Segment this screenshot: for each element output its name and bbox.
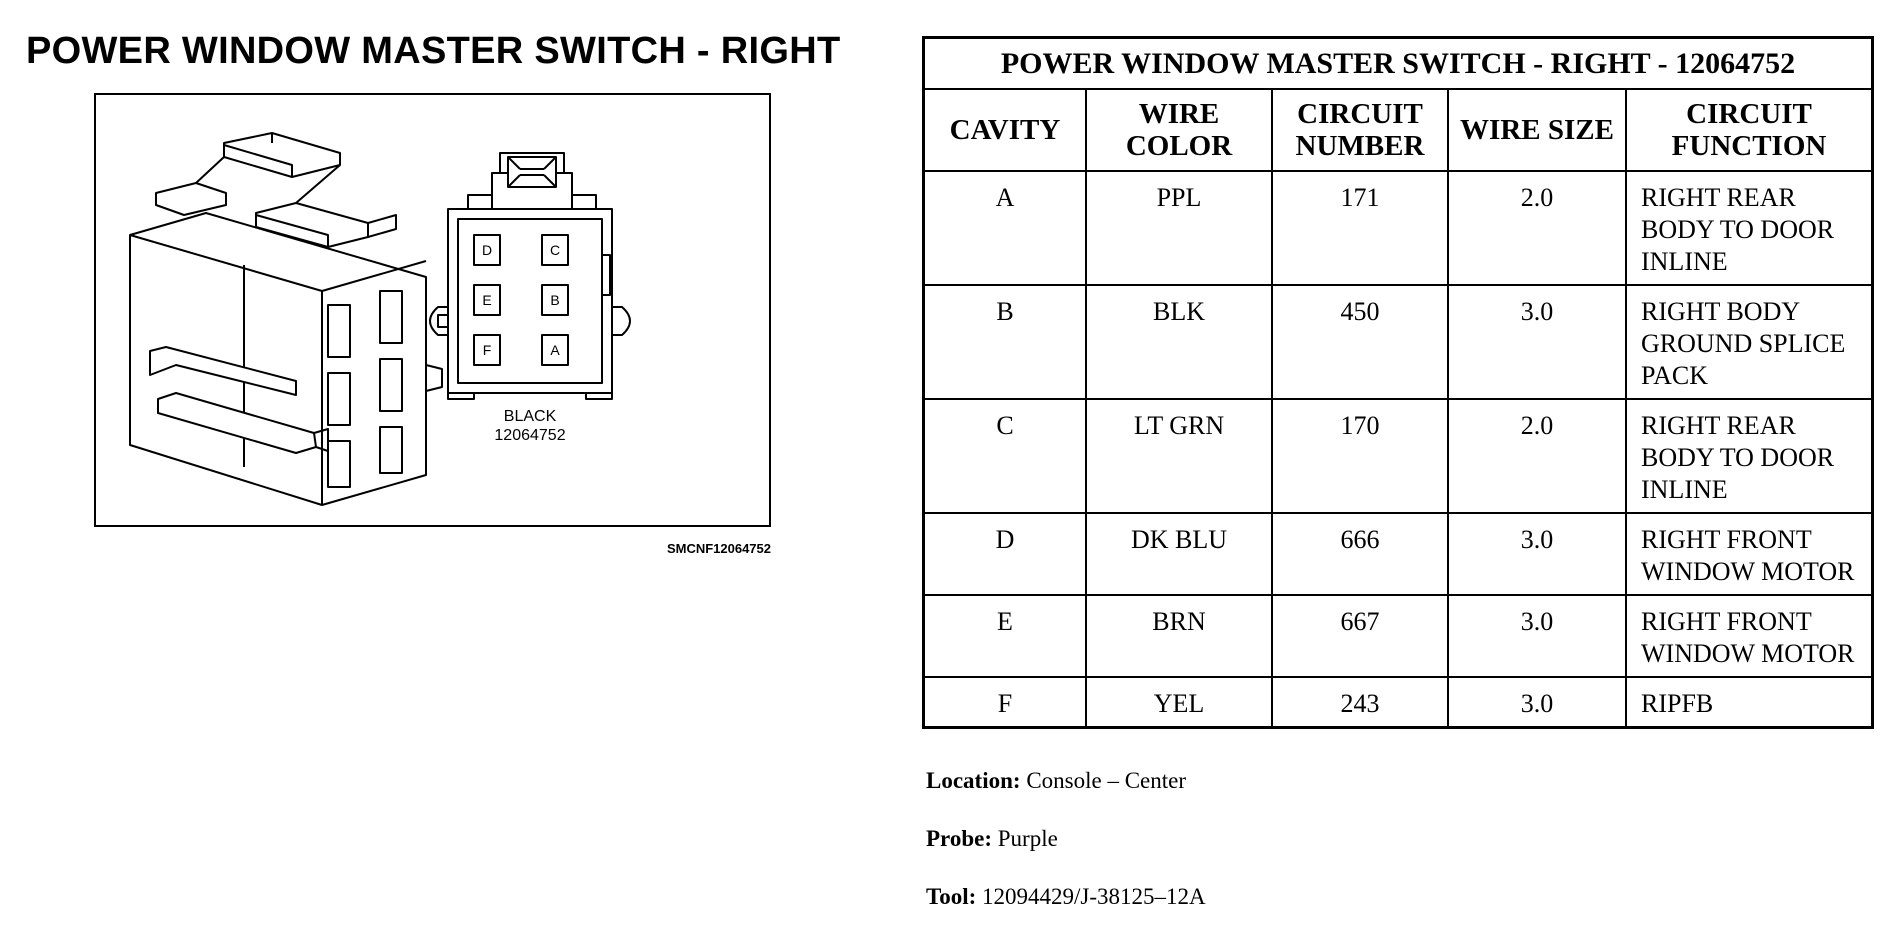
table-row (924, 399, 1873, 513)
circuit-function-cell: RIGHT FRONT WINDOW MOTOR (1626, 595, 1873, 677)
circuit-number-cell: 171 (1272, 171, 1448, 285)
table-row (924, 513, 1873, 595)
circuit-number-cell: 243 (1272, 677, 1448, 728)
probe-label: Probe: (926, 826, 993, 851)
pin-label-e: E (482, 292, 492, 308)
wire-color-cell: LT GRN (1086, 399, 1272, 513)
pin-label-a: A (550, 342, 560, 358)
table-title: POWER WINDOW MASTER SWITCH - RIGHT - 12064752 (924, 38, 1873, 90)
circuit-function-cell: RIGHT FRONT WINDOW MOTOR (1626, 513, 1873, 595)
wire-size-cell: 3.0 (1448, 285, 1626, 399)
col-circuit-number: CIRCUIT NUMBER (1272, 89, 1448, 171)
connector-figure (94, 93, 771, 527)
col-cavity: CAVITY (924, 89, 1087, 171)
table-row (924, 285, 1873, 399)
table-row (924, 171, 1873, 285)
figure-code: SMCNF12064752 (666, 541, 771, 556)
wire-color-cell: PPL (1086, 171, 1272, 285)
cavity-cell: D (924, 513, 1087, 595)
circuit-number-cell: 666 (1272, 513, 1448, 595)
pin-label-d: D (481, 242, 493, 258)
location-value: Console – Center (1026, 768, 1187, 793)
page-title: POWER WINDOW MASTER SWITCH - RIGHT (26, 30, 841, 72)
wire-color-cell: DK BLU (1086, 513, 1272, 595)
circuit-number-cell: 667 (1272, 595, 1448, 677)
wire-color-cell: YEL (1086, 677, 1272, 728)
pin-label-f: F (482, 342, 492, 358)
circuit-number-cell: 450 (1272, 285, 1448, 399)
circuit-function-cell: RIGHT REAR BODY TO DOOR INLINE (1626, 399, 1873, 513)
probe-value: Purple (997, 826, 1058, 851)
pin-label-b: B (550, 292, 560, 308)
connector-illustration (96, 95, 769, 525)
col-wire-size: WIRE SIZE (1448, 89, 1626, 171)
tool-label: Tool: (926, 884, 977, 909)
wire-color-cell: BRN (1086, 595, 1272, 677)
connector-part-number: 12064752 (494, 427, 566, 444)
connector-3d-view (130, 133, 442, 505)
circuit-number-cell: 170 (1272, 399, 1448, 513)
location-label: Location: (926, 768, 1021, 793)
circuit-function-cell: RIGHT BODY GROUND SPLICE PACK (1626, 285, 1873, 399)
wire-size-cell: 3.0 (1448, 595, 1626, 677)
wire-size-cell: 3.0 (1448, 677, 1626, 728)
cavity-cell: B (924, 285, 1087, 399)
location-line (926, 768, 1186, 794)
cavity-cell: C (924, 399, 1087, 513)
cavity-cell: A (924, 171, 1087, 285)
wire-size-cell: 3.0 (1448, 513, 1626, 595)
table-row (924, 595, 1873, 677)
circuit-function-cell: RIGHT REAR BODY TO DOOR INLINE (1626, 171, 1873, 285)
connector-color-label: BLACK (503, 408, 557, 425)
pinout-table (922, 36, 1874, 729)
connector-front-view (430, 153, 630, 399)
table-row (924, 677, 1873, 728)
cavity-cell: F (924, 677, 1087, 728)
wire-size-cell: 2.0 (1448, 399, 1626, 513)
col-wire-color: WIRE COLOR (1086, 89, 1272, 171)
wire-color-cell: BLK (1086, 285, 1272, 399)
probe-line (926, 826, 1058, 852)
col-circuit-function: CIRCUIT FUNCTION (1626, 89, 1873, 171)
tool-line (926, 884, 1206, 910)
pin-label-c: C (549, 242, 561, 258)
header-row (924, 89, 1873, 171)
tool-value: 12094429/J-38125–12A (982, 884, 1206, 909)
cavity-cell: E (924, 595, 1087, 677)
wire-size-cell: 2.0 (1448, 171, 1626, 285)
circuit-function-cell: RIPFB (1626, 677, 1873, 728)
